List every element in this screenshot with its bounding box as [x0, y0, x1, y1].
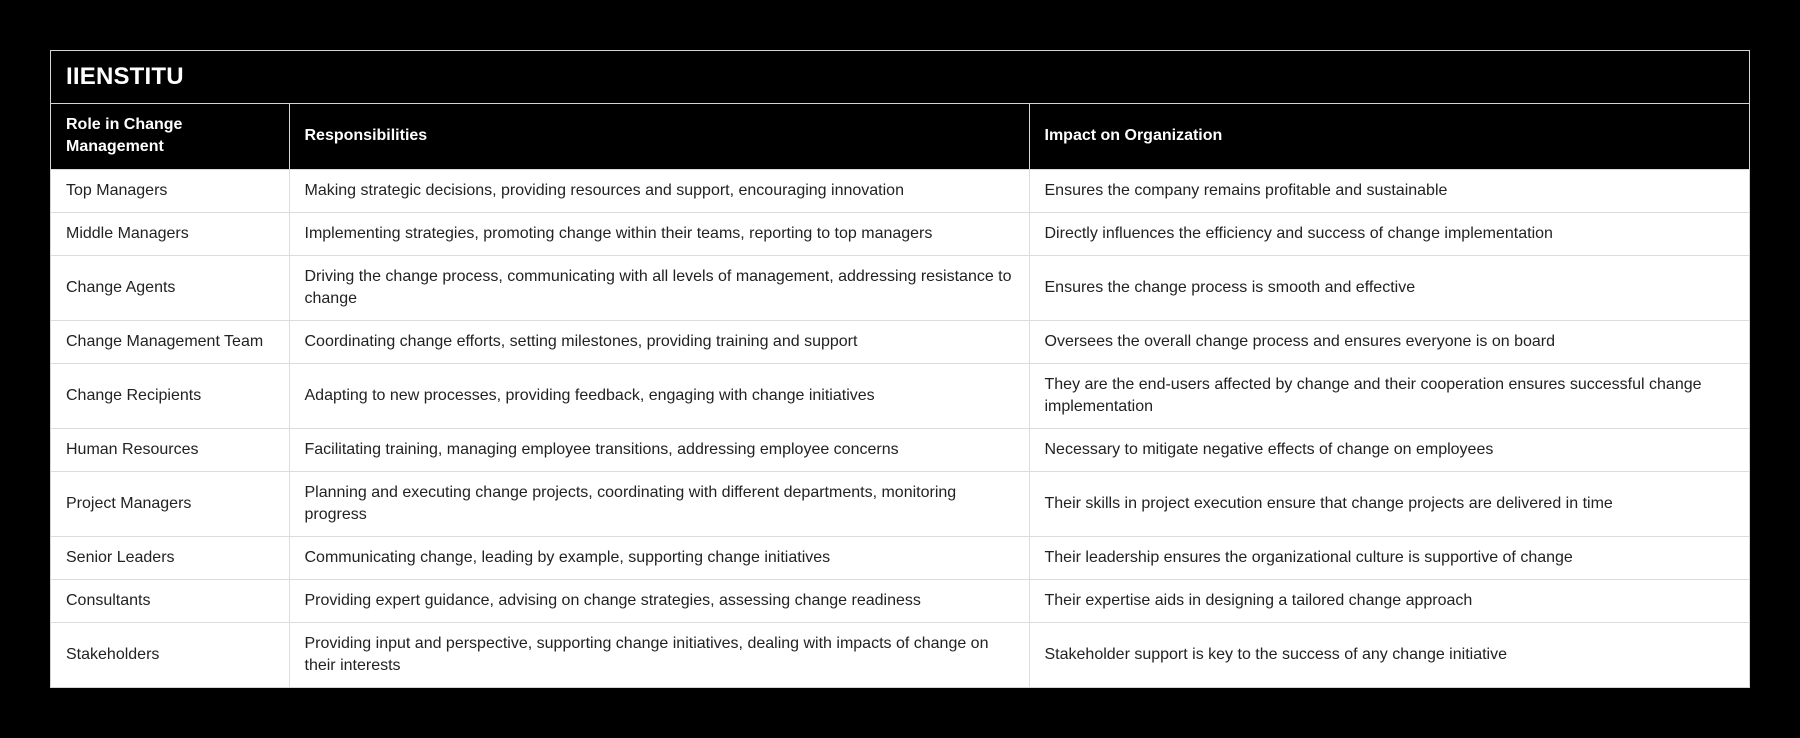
cell-impact: Their leadership ensures the organizational culture is supportive of change: [1029, 536, 1749, 579]
table-row: [51, 471, 1749, 536]
cell-impact: Stakeholder support is key to the success of any change initiative: [1029, 622, 1749, 687]
cell-role: Change Recipients: [51, 363, 289, 428]
cell-role: Change Agents: [51, 255, 289, 320]
table-row: [51, 622, 1749, 687]
table-row: [51, 363, 1749, 428]
cell-impact: Oversees the overall change process and ensures everyone is on board: [1029, 320, 1749, 363]
cell-responsibilities: Facilitating training, managing employee transitions, addressing employee concerns: [289, 428, 1029, 471]
cell-responsibilities: Coordinating change efforts, setting milestones, providing training and support: [289, 320, 1029, 363]
cell-responsibilities: Adapting to new processes, providing feedback, engaging with change initiatives: [289, 363, 1029, 428]
cell-impact: Their expertise aids in designing a tailored change approach: [1029, 579, 1749, 622]
table-row: [51, 212, 1749, 255]
cell-impact: They are the end-users affected by change and their cooperation ensures successful change implementation: [1029, 363, 1749, 428]
column-header-role: Role in Change Management: [51, 104, 289, 169]
column-header-responsibilities: Responsibilities: [289, 104, 1029, 169]
cell-impact: Ensures the change process is smooth and effective: [1029, 255, 1749, 320]
roles-table-container: [50, 50, 1750, 688]
table-row: [51, 428, 1749, 471]
cell-role: Project Managers: [51, 471, 289, 536]
table-header-row: [51, 104, 1749, 169]
table-row: [51, 169, 1749, 212]
cell-impact: Directly influences the efficiency and success of change implementation: [1029, 212, 1749, 255]
cell-responsibilities: Communicating change, leading by example, supporting change initiatives: [289, 536, 1029, 579]
cell-role: Senior Leaders: [51, 536, 289, 579]
table-title: IIENSTITU: [51, 51, 1749, 104]
cell-impact: Their skills in project execution ensure that change projects are delivered in time: [1029, 471, 1749, 536]
table-row: [51, 320, 1749, 363]
cell-role: Human Resources: [51, 428, 289, 471]
cell-role: Consultants: [51, 579, 289, 622]
cell-responsibilities: Driving the change process, communicating with all levels of management, addressing resistance to change: [289, 255, 1029, 320]
cell-role: Stakeholders: [51, 622, 289, 687]
cell-role: Top Managers: [51, 169, 289, 212]
cell-responsibilities: Providing input and perspective, supporting change initiatives, dealing with impacts of change on their interests: [289, 622, 1029, 687]
cell-responsibilities: Implementing strategies, promoting change within their teams, reporting to top managers: [289, 212, 1029, 255]
cell-role: Middle Managers: [51, 212, 289, 255]
cell-responsibilities: Making strategic decisions, providing resources and support, encouraging innovation: [289, 169, 1029, 212]
cell-role: Change Management Team: [51, 320, 289, 363]
cell-responsibilities: Planning and executing change projects, coordinating with different departments, monitoring progress: [289, 471, 1029, 536]
table-row: [51, 536, 1749, 579]
table-row: [51, 579, 1749, 622]
column-header-impact: Impact on Organization: [1029, 104, 1749, 169]
cell-impact: Ensures the company remains profitable and sustainable: [1029, 169, 1749, 212]
cell-responsibilities: Providing expert guidance, advising on change strategies, assessing change readiness: [289, 579, 1029, 622]
roles-table: [51, 104, 1749, 687]
table-row: [51, 255, 1749, 320]
cell-impact: Necessary to mitigate negative effects of change on employees: [1029, 428, 1749, 471]
